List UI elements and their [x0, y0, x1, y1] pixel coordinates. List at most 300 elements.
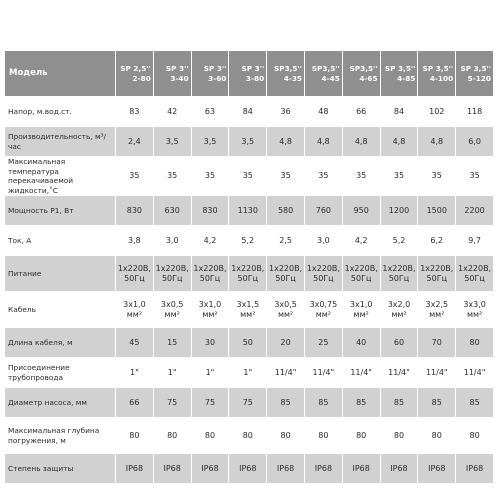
model-header-cell: [229, 51, 267, 97]
model-series: SP 3'': [241, 64, 265, 73]
cell-value: 85: [469, 397, 480, 407]
table-cell: [381, 358, 419, 388]
table-cell: [267, 328, 305, 358]
table-cell: [267, 292, 305, 328]
cell-unit: 50Гц: [313, 273, 334, 283]
cell-value: 70: [431, 337, 442, 347]
cell-value: 84: [242, 106, 253, 116]
row-label: Напор, м.вод.ст.: [5, 97, 116, 127]
cell-value: 6,0: [468, 136, 481, 146]
cell-value: 80: [204, 430, 216, 440]
cell-value: 80: [167, 430, 178, 440]
table-cell: [343, 226, 381, 256]
model-code: 4-45: [321, 73, 340, 83]
table-row: [5, 97, 494, 127]
cell-value: 1": [205, 367, 215, 377]
cell-value: 1х220В,: [306, 263, 340, 273]
table-cell: [116, 454, 154, 484]
cell-value: 75: [204, 397, 216, 407]
table-cell: [343, 292, 381, 328]
cell-value: 5,2: [392, 235, 406, 245]
cell-value: 3,5: [203, 136, 217, 146]
table-cell: [229, 388, 267, 418]
cell-value: 66: [129, 397, 140, 407]
cell-value: IP68: [276, 463, 295, 473]
table-cell: [343, 127, 381, 157]
table-cell: [229, 157, 267, 196]
table-cell: [456, 127, 494, 157]
model-header-cell: [343, 51, 381, 97]
row-label: Степень защиты: [5, 454, 116, 484]
table-cell: [305, 454, 343, 484]
model-code: 4-100: [429, 73, 454, 83]
cell-value: 35: [356, 171, 367, 180]
cell-value: 11/4": [312, 367, 335, 377]
cell-value: 35: [129, 171, 140, 180]
cell-value: IP68: [428, 463, 446, 473]
table-cell: [343, 418, 381, 454]
table-row: [5, 358, 494, 388]
table-cell: [343, 97, 381, 127]
cell-value: 4,2: [354, 235, 368, 245]
table-cell: [116, 97, 154, 127]
cell-value: 4,8: [279, 136, 292, 146]
row-label: Максимальная температура перекачиваемой жидкости,˚С: [5, 157, 116, 196]
header-label: Модель: [5, 51, 116, 97]
row-label: Ток, А: [5, 226, 116, 256]
table-row: [5, 292, 494, 328]
table-cell: [456, 196, 494, 226]
model-series: SP 2,5'': [120, 64, 151, 73]
row-label: Диаметр насоса, мм: [5, 388, 116, 418]
table-cell: [154, 157, 192, 196]
model-header-cell: [305, 51, 343, 97]
cell-value: 85: [318, 397, 329, 407]
cell-value: 3х0,75: [309, 299, 338, 309]
table-cell: [418, 328, 456, 358]
cell-value: 35: [242, 171, 253, 180]
model-code: 4-65: [359, 73, 378, 83]
table-cell: [267, 256, 305, 292]
table-cell: [305, 157, 343, 196]
cell-value: 75: [167, 397, 178, 407]
cell-value: 11/4": [388, 367, 410, 377]
table-cell: [456, 328, 494, 358]
table-cell: [229, 328, 267, 358]
cell-value: IP68: [465, 463, 484, 473]
table-cell: [418, 226, 456, 256]
model-series: SP 3'': [165, 64, 189, 73]
spec-table-container: [5, 51, 494, 484]
table-cell: [154, 454, 192, 484]
table-cell: [229, 454, 267, 484]
table-cell: [116, 418, 154, 454]
table-cell: [192, 256, 230, 292]
table-cell: [267, 157, 305, 196]
model-header-cell: [154, 51, 192, 97]
cell-value: 35: [393, 171, 405, 180]
cell-value: 42: [167, 106, 178, 116]
table-cell: [116, 292, 154, 328]
model-header-cell: [456, 51, 494, 97]
spec-table: [5, 51, 494, 484]
table-row: [5, 226, 494, 256]
cell-value: 80: [393, 430, 405, 440]
header-row: [5, 51, 494, 97]
table-cell: [229, 97, 267, 127]
table-cell: [116, 157, 154, 196]
cell-value: 3,0: [317, 235, 330, 245]
cell-unit: 50Гц: [426, 273, 448, 283]
cell-value: 84: [393, 106, 405, 116]
table-cell: [418, 97, 456, 127]
table-cell: [229, 127, 267, 157]
table-row: [5, 454, 494, 484]
cell-value: 830: [202, 205, 218, 215]
table-cell: [305, 328, 343, 358]
table-cell: [456, 256, 494, 292]
table-row: [5, 418, 494, 454]
cell-unit: 50Гц: [199, 273, 221, 283]
cell-value: 6,2: [430, 235, 444, 245]
row-label: Присоединение трубопровода: [5, 358, 116, 388]
cell-value: 1500: [426, 205, 447, 215]
table-row: [5, 328, 494, 358]
cell-value: 3х2,5: [425, 299, 449, 309]
row-label: Производительность, м³/час: [5, 127, 116, 157]
table-cell: [305, 388, 343, 418]
table-cell: [267, 127, 305, 157]
cell-value: 85: [356, 397, 367, 407]
table-cell: [116, 358, 154, 388]
table-cell: [381, 97, 419, 127]
cell-value: 1х220В,: [231, 263, 265, 273]
cell-unit: мм²: [164, 309, 180, 319]
table-cell: [343, 196, 381, 226]
table-cell: [192, 97, 230, 127]
cell-value: 4,8: [354, 136, 368, 146]
model-header-cell: [116, 51, 154, 97]
table-body: [5, 97, 494, 484]
table-cell: [305, 358, 343, 388]
table-cell: [456, 157, 494, 196]
cell-value: 66: [356, 106, 367, 116]
table-cell: [456, 97, 494, 127]
table-cell: [381, 157, 419, 196]
table-row: [5, 388, 494, 418]
cell-value: 85: [280, 397, 291, 407]
cell-value: 80: [280, 430, 291, 440]
cell-value: 1х220В,: [193, 263, 227, 273]
table-cell: [305, 196, 343, 226]
cell-value: 11/4": [274, 367, 297, 377]
cell-value: 1130: [237, 205, 258, 215]
cell-unit: 50Гц: [388, 273, 410, 283]
model-series: SP3,5'': [311, 64, 340, 73]
cell-value: 580: [277, 205, 294, 215]
table-cell: [192, 157, 230, 196]
cell-unit: 50Гц: [350, 273, 372, 283]
table-cell: [456, 418, 494, 454]
model-header-cell: [267, 51, 305, 97]
table-cell: [305, 127, 343, 157]
cell-value: 1х220В,: [155, 263, 189, 273]
cell-value: 3х0,5: [160, 299, 184, 309]
cell-unit: мм²: [202, 309, 218, 319]
table-cell: [418, 157, 456, 196]
model-series: SP3,5'': [349, 64, 378, 73]
table-cell: [381, 256, 419, 292]
cell-value: 45: [129, 337, 140, 347]
cell-value: 11/4": [350, 367, 372, 377]
table-cell: [154, 292, 192, 328]
cell-unit: мм²: [429, 309, 445, 319]
table-cell: [381, 127, 419, 157]
table-cell: [381, 328, 419, 358]
cell-value: 3,8: [128, 235, 141, 245]
cell-value: 950: [353, 205, 369, 215]
table-cell: [192, 418, 230, 454]
table-cell: [343, 256, 381, 292]
cell-value: 4,8: [317, 136, 330, 146]
cell-value: 63: [204, 106, 216, 116]
cell-unit: мм²: [315, 309, 332, 319]
model-code: 5-120: [467, 73, 491, 83]
cell-value: 83: [129, 106, 140, 116]
cell-value: 11/4": [425, 367, 448, 377]
table-cell: [267, 454, 305, 484]
table-cell: [381, 292, 419, 328]
table-cell: [267, 97, 305, 127]
cell-value: 80: [356, 430, 367, 440]
cell-value: 15: [167, 337, 178, 347]
cell-value: 830: [126, 205, 143, 215]
cell-value: 3х1,0: [123, 299, 146, 309]
cell-value: IP68: [314, 463, 333, 473]
cell-value: 30: [204, 337, 216, 347]
cell-unit: 50Гц: [124, 273, 145, 283]
table-cell: [267, 358, 305, 388]
cell-value: 1х220В,: [420, 263, 454, 273]
cell-value: 1х220В,: [344, 263, 378, 273]
cell-value: 2,4: [128, 136, 141, 146]
cell-value: 50: [242, 337, 253, 347]
table-cell: [229, 292, 267, 328]
table-cell: [456, 226, 494, 256]
cell-value: 40: [356, 337, 367, 347]
cell-value: 85: [393, 397, 405, 407]
table-cell: [418, 256, 456, 292]
cell-value: 102: [429, 106, 445, 116]
cell-value: 85: [431, 397, 442, 407]
model-series: SP 3'': [203, 64, 227, 73]
table-cell: [116, 328, 154, 358]
table-cell: [267, 196, 305, 226]
table-cell: [305, 256, 343, 292]
table-cell: [192, 127, 230, 157]
cell-value: IP68: [163, 463, 181, 473]
table-cell: [192, 388, 230, 418]
table-cell: [192, 292, 230, 328]
cell-unit: 50Гц: [464, 273, 485, 283]
table-cell: [116, 388, 154, 418]
table-cell: [343, 328, 381, 358]
model-code: 3-80: [245, 73, 265, 83]
model-code: 2-80: [132, 73, 151, 83]
cell-value: IP68: [352, 463, 370, 473]
cell-value: 1": [130, 367, 139, 377]
cell-value: 1х220В,: [117, 263, 151, 273]
cell-value: 80: [469, 337, 480, 347]
table-cell: [381, 454, 419, 484]
table-cell: [192, 226, 230, 256]
table-cell: [305, 226, 343, 256]
cell-value: 3х0,5: [274, 299, 297, 309]
cell-value: 4,8: [392, 136, 406, 146]
cell-value: 3х1,5: [236, 299, 260, 309]
cell-value: 80: [469, 430, 480, 440]
cell-value: 35: [431, 171, 442, 180]
model-code: 3-60: [208, 73, 227, 83]
cell-value: 3х3,0: [463, 299, 486, 309]
model-code: 4-85: [397, 73, 416, 83]
table-cell: [381, 418, 419, 454]
cell-unit: 50Гц: [161, 273, 183, 283]
row-label: Длина кабеля, м: [5, 328, 116, 358]
cell-value: 48: [318, 106, 329, 116]
model-code: 3-40: [170, 73, 189, 83]
cell-value: 80: [129, 430, 140, 440]
table-cell: [229, 256, 267, 292]
table-row: [5, 157, 494, 196]
row-label: Максимальная глубина погружения, м: [5, 418, 116, 454]
cell-value: 9,7: [468, 235, 481, 245]
table-cell: [229, 358, 267, 388]
table-cell: [192, 358, 230, 388]
cell-value: 118: [466, 106, 483, 116]
cell-value: 3,5: [165, 136, 179, 146]
table-cell: [229, 226, 267, 256]
table-cell: [154, 196, 192, 226]
cell-value: IP68: [390, 463, 408, 473]
table-cell: [456, 292, 494, 328]
table-cell: [343, 454, 381, 484]
row-label: Мощность Р1, Вт: [5, 196, 116, 226]
model-header-cell: [192, 51, 230, 97]
row-label: Кабель: [5, 292, 116, 328]
cell-value: 1х220В,: [269, 263, 303, 273]
cell-value: 3х1,0: [349, 299, 373, 309]
cell-value: 1200: [388, 205, 410, 215]
cell-unit: 50Гц: [237, 273, 259, 283]
table-cell: [343, 157, 381, 196]
cell-value: 80: [242, 430, 253, 440]
table-cell: [267, 226, 305, 256]
cell-unit: мм²: [353, 309, 369, 319]
table-cell: [154, 388, 192, 418]
table-cell: [381, 196, 419, 226]
cell-value: 2,5: [279, 235, 292, 245]
cell-value: 1": [243, 367, 253, 377]
cell-value: 1х220В,: [382, 263, 416, 273]
table-cell: [418, 418, 456, 454]
cell-value: 1х220В,: [458, 263, 492, 273]
cell-value: 80: [318, 430, 329, 440]
model-series: SP3,5'': [273, 64, 302, 73]
model-series: SP 3,5'': [384, 64, 416, 73]
cell-value: 25: [318, 337, 329, 347]
table-cell: [229, 418, 267, 454]
table-cell: [418, 358, 456, 388]
table-row: [5, 256, 494, 292]
cell-value: 5,2: [241, 235, 255, 245]
cell-value: 2200: [464, 205, 485, 215]
cell-value: 36: [280, 106, 291, 116]
cell-value: 3х1,0: [198, 299, 222, 309]
cell-unit: мм²: [466, 309, 483, 319]
table-cell: [267, 388, 305, 418]
cell-value: 35: [204, 171, 216, 180]
table-cell: [381, 226, 419, 256]
table-cell: [154, 328, 192, 358]
table-cell: [305, 418, 343, 454]
cell-unit: 50Гц: [275, 273, 296, 283]
table-cell: [192, 196, 230, 226]
table-cell: [192, 328, 230, 358]
table-cell: [154, 358, 192, 388]
cell-value: 35: [280, 171, 291, 180]
table-cell: [343, 388, 381, 418]
cell-value: 1": [167, 367, 177, 377]
table-cell: [229, 196, 267, 226]
cell-value: 3,5: [241, 136, 255, 146]
cell-value: 630: [164, 205, 180, 215]
cell-unit: мм²: [126, 309, 143, 319]
table-cell: [267, 418, 305, 454]
cell-value: 60: [393, 337, 405, 347]
model-series: SP 3,5'': [460, 64, 491, 73]
table-cell: [154, 226, 192, 256]
cell-value: 3,0: [165, 235, 179, 245]
cell-value: 20: [280, 337, 291, 347]
table-cell: [116, 127, 154, 157]
table-cell: [381, 388, 419, 418]
model-series: SP 3,5'': [422, 64, 454, 73]
model-header-cell: [381, 51, 419, 97]
cell-value: 11/4": [463, 367, 486, 377]
cell-value: 80: [431, 430, 442, 440]
table-cell: [116, 226, 154, 256]
table-cell: [116, 256, 154, 292]
cell-value: IP68: [239, 463, 257, 473]
cell-value: IP68: [125, 463, 144, 473]
table-cell: [305, 97, 343, 127]
table-cell: [192, 454, 230, 484]
cell-value: IP68: [201, 463, 219, 473]
table-cell: [418, 196, 456, 226]
table-row: [5, 196, 494, 226]
table-cell: [418, 292, 456, 328]
cell-unit: мм²: [277, 309, 294, 319]
table-cell: [116, 196, 154, 226]
table-cell: [154, 97, 192, 127]
table-cell: [418, 127, 456, 157]
table-cell: [456, 358, 494, 388]
table-cell: [418, 454, 456, 484]
cell-value: 4,8: [430, 136, 444, 146]
cell-unit: мм²: [240, 309, 256, 319]
table-cell: [154, 127, 192, 157]
